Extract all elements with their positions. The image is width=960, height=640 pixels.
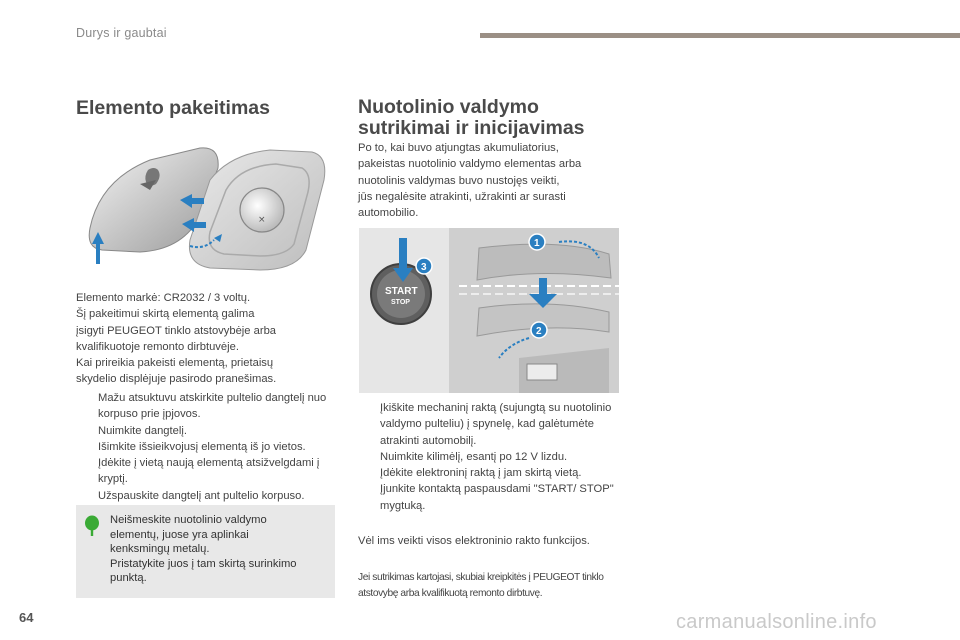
step-text: Įjunkite kontaktą paspausdami "START/ STOP" mygtuką. <box>380 483 614 512</box>
left-intro-line: įsigyti PEUGEOT tinklo atstovybėje arba <box>76 324 277 337</box>
tree-icon <box>84 515 100 537</box>
header-section-title: Durys ir gaubtai <box>76 26 167 40</box>
header-bar <box>480 33 960 38</box>
start-label: START <box>385 286 418 297</box>
step-text: Įdėkite elektroninį raktą į jam skirtą vietą. <box>380 467 582 480</box>
right-intro-line: jūs negalėsite atrakinti, užrakinti ar surasti <box>358 190 566 203</box>
list-item <box>76 488 346 504</box>
step-text: Įkiškite mechaninį raktą (sujungtą su nuotolinio valdymo pulteliu) į spynelę, kad galėtumėte atrakinti automobilį. <box>380 402 612 447</box>
list-item <box>358 481 628 514</box>
left-intro-line: Šį pakeitimui skirtą elementą galima <box>76 308 255 321</box>
left-heading: Elemento pakeitimas <box>76 97 270 119</box>
right-intro-line: nuotolinis valdymas buvo nustojęs veikti, <box>358 174 560 187</box>
note-text <box>110 513 325 586</box>
key-fob-illustration <box>80 140 330 276</box>
step-text: Užspauskite dangtelį ant pultelio korpuso. <box>98 489 305 502</box>
closing-text: Vėl ims veikti visos elektroninio rakto funkcijos. <box>358 535 590 547</box>
note-line: punktą. <box>110 572 147 585</box>
note-line: Neišmeskite nuotolinio valdymo <box>110 514 267 526</box>
right-intro <box>358 140 628 221</box>
environment-note <box>76 505 335 598</box>
watermark: carmanualsonline.info <box>676 611 877 633</box>
list-item <box>76 390 346 423</box>
list-item <box>76 423 346 439</box>
right-intro-line: automobilio. <box>358 207 419 220</box>
left-intro <box>76 290 346 388</box>
left-intro-line: skydelio displėjuje pasirodo pranešimas. <box>76 373 277 386</box>
right-intro-line: pakeistas nuotolinio valdymo elementas arba <box>358 158 582 171</box>
callout-3: 3 <box>421 262 427 273</box>
callout-2: 2 <box>536 326 542 337</box>
left-intro-line: Elemento markė: CR2032 / 3 voltų. <box>76 292 251 304</box>
left-intro-line: Kai prireikia pakeisti elementą, prietaisų <box>76 357 274 370</box>
list-item <box>358 465 628 481</box>
right-intro-line: Po to, kai buvo atjungtas akumuliatorius, <box>358 142 559 154</box>
right-steps-list <box>358 400 628 514</box>
stop-label: STOP <box>391 299 410 306</box>
list-item <box>358 400 628 449</box>
note-line: elementų, juose yra aplinkai <box>110 528 249 541</box>
step-text: Įdėkite į vietą naują elementą atsižvelgdami į kryptį. <box>98 457 320 486</box>
svg-text:×: × <box>258 215 266 225</box>
step-text: Nuimkite kilimėlį, esantį po 12 V lizdu. <box>380 450 568 463</box>
callout-1: 1 <box>534 238 540 249</box>
dashboard-illustration <box>359 228 619 393</box>
list-item <box>358 449 628 465</box>
note-line: kenksmingų metalų. <box>110 543 210 556</box>
step-text: Išimkite išsieikvojusį elementą iš jo vietos. <box>98 440 306 453</box>
left-steps-list <box>76 390 346 504</box>
left-intro-line: kvalifikuotoje remonto dirbtuvėje. <box>76 340 239 353</box>
list-item <box>76 439 346 455</box>
step-text: Nuimkite dangtelį. <box>98 424 187 437</box>
note-line: Pristatykite juos į tam skirtą surinkimo <box>110 557 297 570</box>
right-heading-line2: sutrikimai ir inicijavimas <box>358 117 585 139</box>
step-text: Mažu atsuktuvu atskirkite pultelio dangtelį nuo korpuso prie įpjovos. <box>98 392 327 421</box>
right-heading <box>358 97 658 139</box>
small-note: Jei sutrikimas kartojasi, skubiai kreipkitės į PEUGEOT tinklo atstovybę arba kvalifikuotą remonto dirbtuvę. <box>358 572 604 599</box>
right-heading-line1: Nuotolinio valdymo <box>358 96 539 118</box>
list-item <box>76 455 346 488</box>
page-number: 64 <box>19 610 34 625</box>
